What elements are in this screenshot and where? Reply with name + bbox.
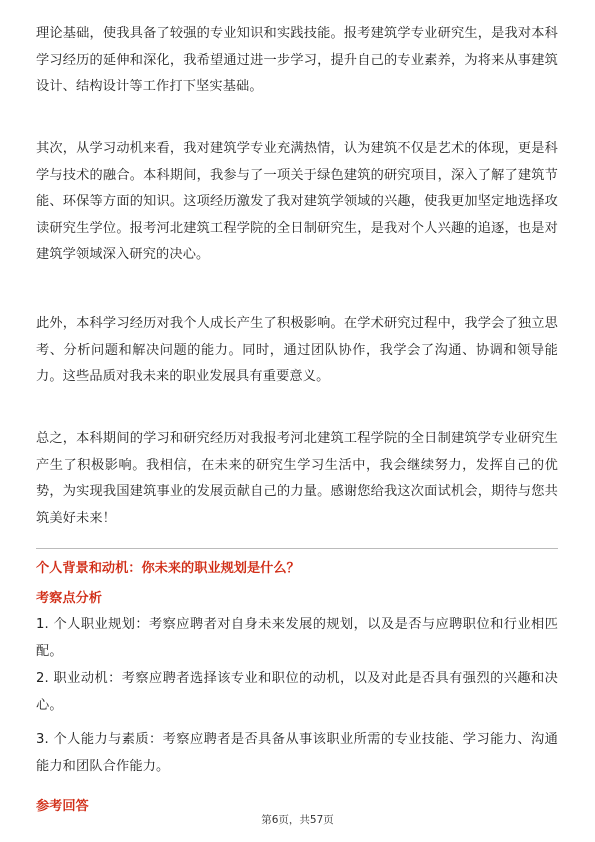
body-paragraph-4: 总之，本科期间的学习和研究经历对我报考河北建筑工程学院的全日制建筑学专业研究生产生了积极影响。我相信，在未来的研究生学习生活中，我会继续努力，发挥自己的优势，为实现我国建筑事业的发展贡献自己的力量。感谢您给我这次面试机会，期待与您共筑美好未来！	[36, 431, 558, 526]
section-divider	[36, 548, 558, 549]
question-heading: 个人背景和动机：你未来的职业规划是什么？	[36, 561, 300, 576]
analysis-item-1: 1. 个人职业规划：考察应聘者对自身未来发展的规划，以及是否与应聘职位和行业相匹配。	[36, 617, 558, 659]
analysis-item-3: 3. 个人能力与素质：考察应聘者是否具备从事该职业所需的专业技能、学习能力、沟通能力和团队合作能力。	[36, 732, 558, 774]
body-paragraph-1: 理论基础，使我具备了较强的专业知识和实践技能。报考建筑学专业研究生，是我对本科学习经历的延伸和深化，我希望通过进一步学习，提升自己的专业素养，为将来从事建筑设计、结构设计等工作打下坚实基础。	[36, 26, 558, 94]
page-number-footer: 第6页，共57页	[261, 814, 334, 826]
analysis-item-2: 2. 职业动机：考察应聘者选择该专业和职位的动机，以及对此是否具有强烈的兴趣和决心。	[36, 671, 558, 713]
reference-answer-heading: 参考回答	[36, 799, 89, 814]
body-paragraph-3: 此外，本科学习经历对我个人成长产生了积极影响。在学术研究过程中，我学会了独立思考、分析问题和解决问题的能力。同时，通过团队协作，我学会了沟通、协调和领导能力。这些品质对我未来的职业发展具有重要意义。	[36, 316, 558, 384]
analysis-heading: 考察点分析	[36, 591, 102, 606]
body-paragraph-2: 其次，从学习动机来看，我对建筑学专业充满热情，认为建筑不仅是艺术的体现，更是科学与技术的融合。本科期间，我参与了一项关于绿色建筑的研究项目，深入了解了建筑节能、环保等方面的知识。这项经历激发了我对建筑学领域的兴趣，使我更加坚定地选择攻读研究生学位。报考河北建筑工程学院的全日制研究生，是我对个人兴趣的追逐，也是对建筑学领域深入研究的决心。	[36, 141, 558, 262]
